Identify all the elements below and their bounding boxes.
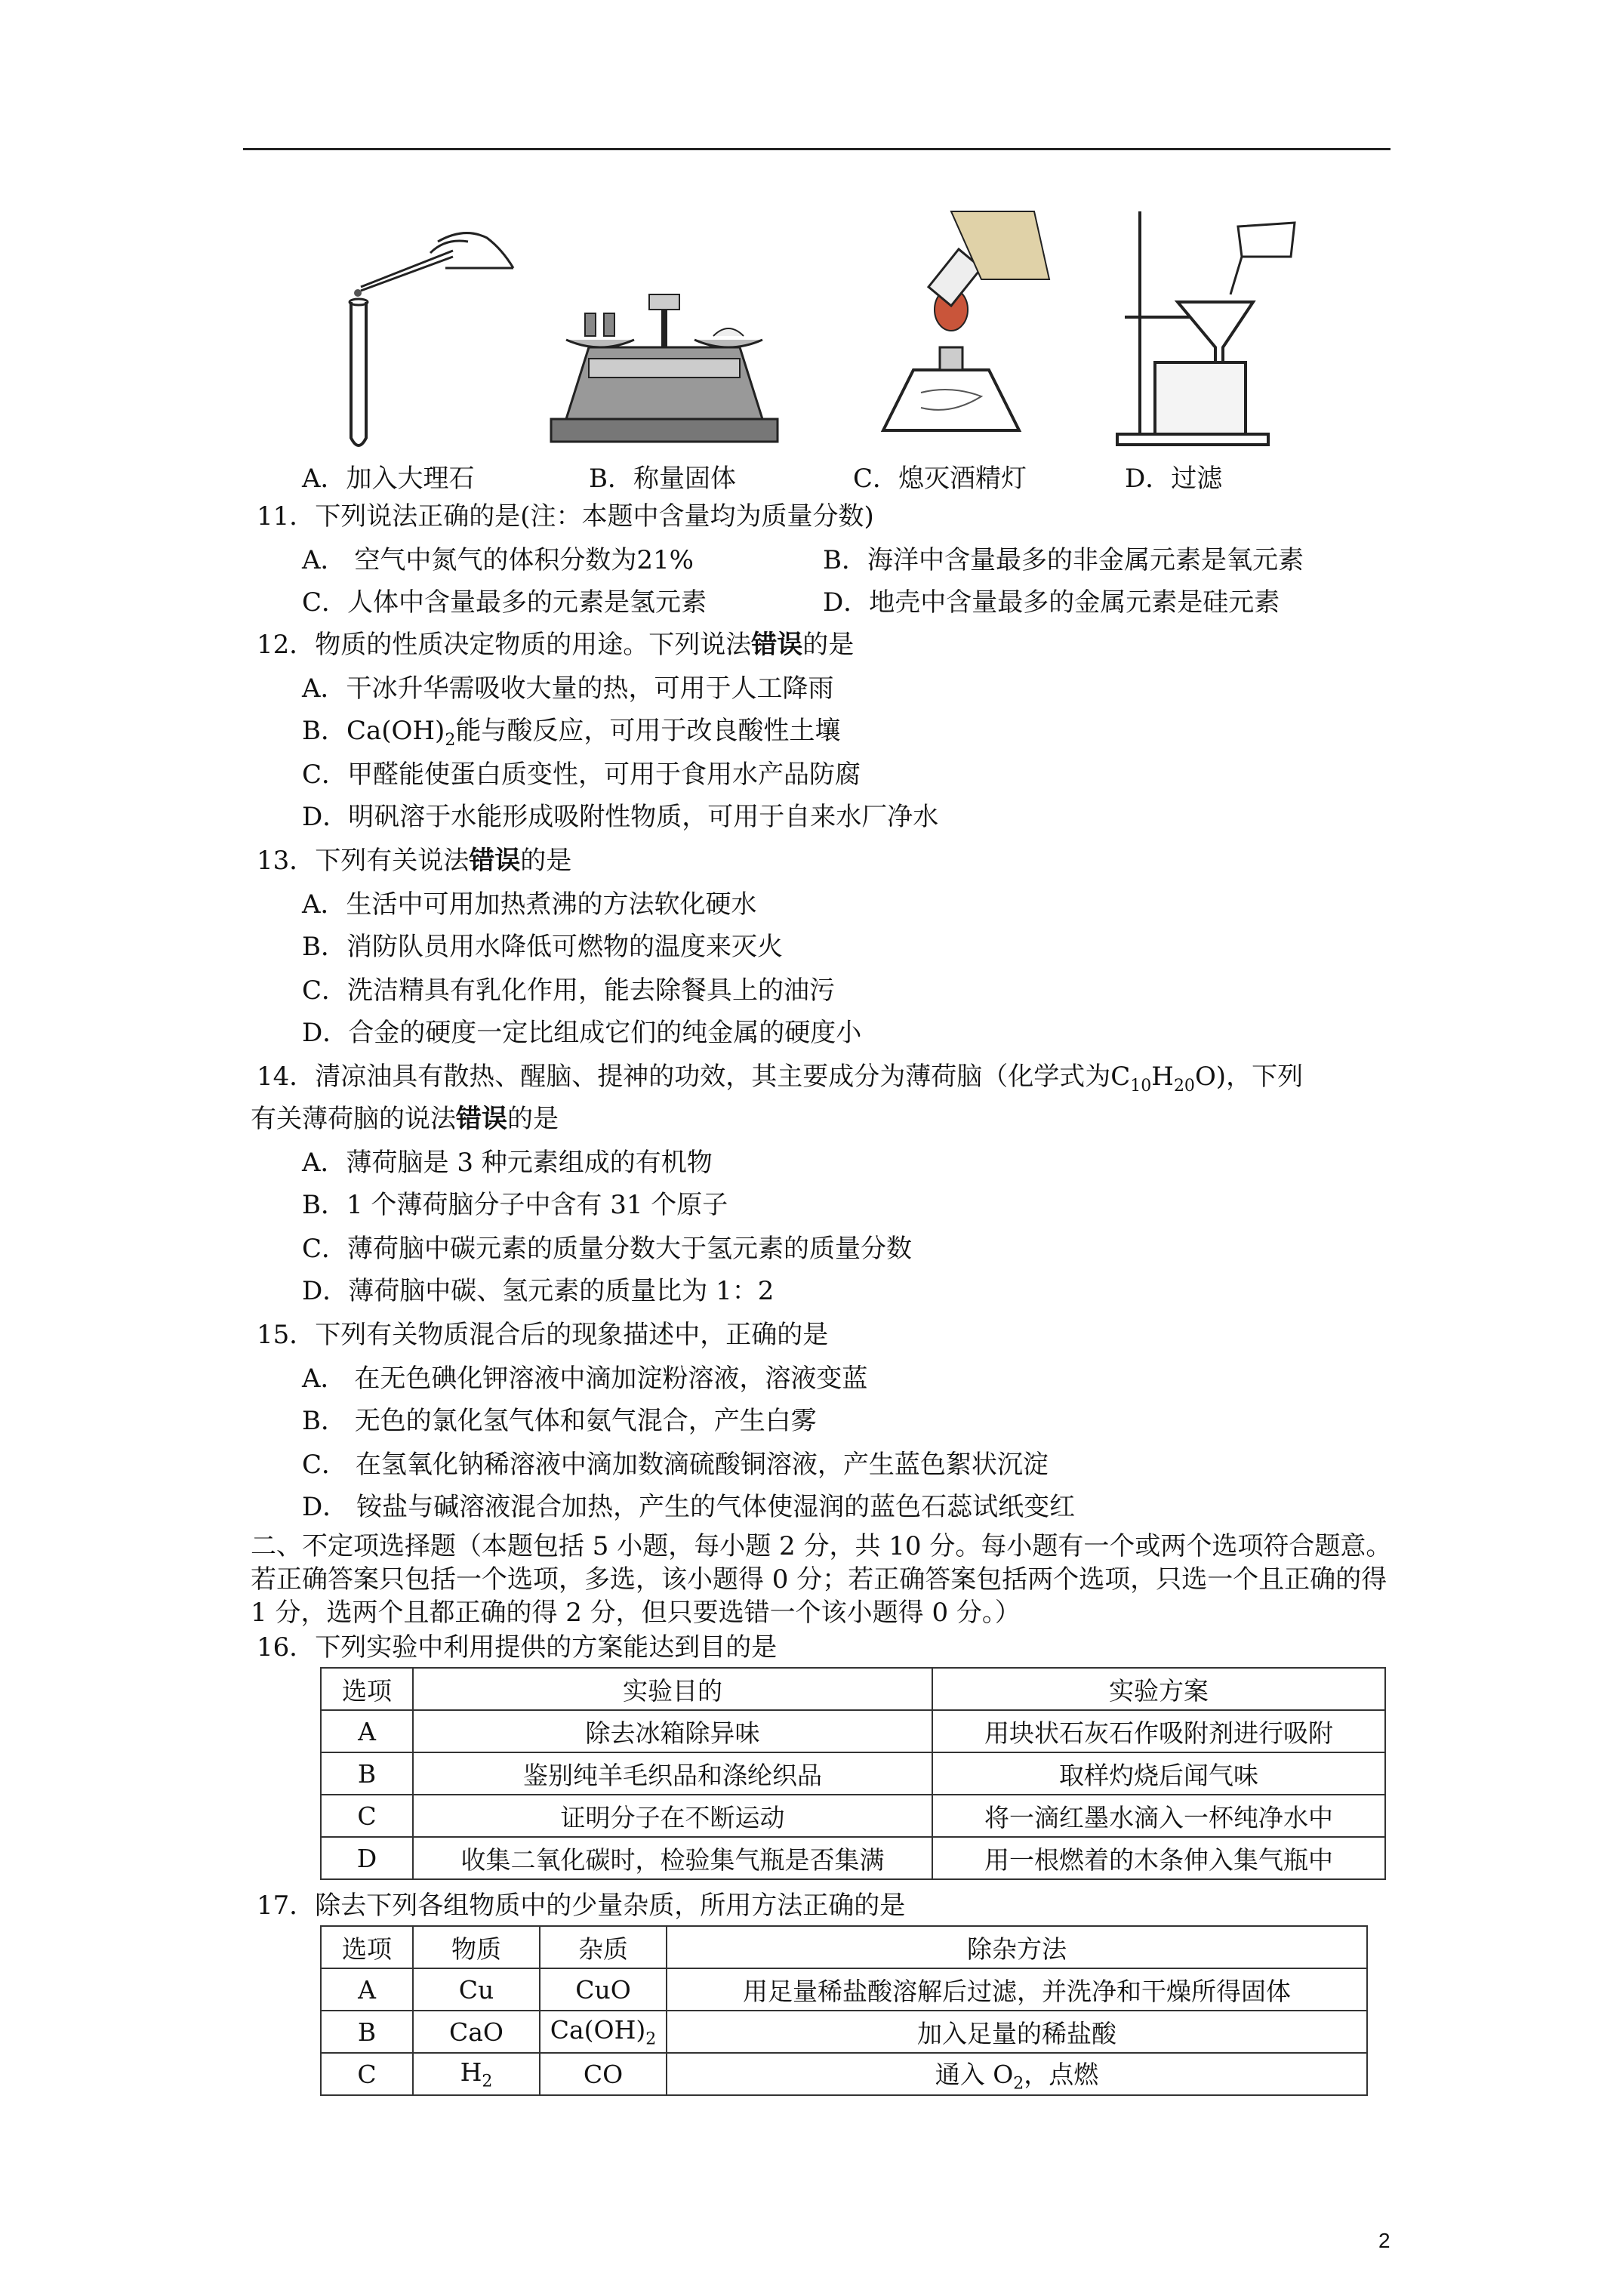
table-header-row <box>321 1668 1385 1710</box>
figure-row <box>325 196 1381 468</box>
table-cell: 取样灼烧后闻气味 <box>932 1752 1385 1795</box>
table-cell: Cu <box>413 1968 540 2011</box>
table-cell: 将一滴红墨水滴入一杯纯净水中 <box>932 1795 1385 1837</box>
q11-stem: 11．下列说法正确的是(注：本题中含量均为质量分数) <box>257 501 874 532</box>
table-cell: 证明分子在不断运动 <box>413 1795 932 1837</box>
table-row <box>321 1837 1385 1879</box>
table-cell: C <box>321 2053 413 2095</box>
caption-c: C．熄灭酒精灯 <box>853 464 1027 494</box>
table-header: 物质 <box>413 1926 540 1968</box>
table-cell: D <box>321 1837 413 1879</box>
table-header: 实验目的 <box>413 1668 932 1710</box>
table-row <box>321 1795 1385 1837</box>
q14-option-b: B．1 个薄荷脑分子中含有 31 个原子 <box>302 1190 728 1220</box>
q11-option-b: B．海洋中含量最多的非金属元素是氧元素 <box>823 545 1304 575</box>
table-cell: C <box>321 1795 413 1837</box>
q15-option-a: A． 在无色碘化钾溶液中滴加淀粉溶液，溶液变蓝 <box>302 1364 868 1394</box>
q16-stem: 16．下列实验中利用提供的方案能达到目的是 <box>257 1632 778 1663</box>
table-cell: A <box>321 1968 413 2011</box>
q11-option-a: A． 空气中氮气的体积分数为21% <box>302 545 694 575</box>
table-cell: $H_2$ <box>413 2053 540 2095</box>
q12-option-b: B．$Ca(OH)_2$能与酸反应，可用于改良酸性土壤 <box>302 716 841 750</box>
q12-option-c: C．甲醛能使蛋白质变性，可用于食用水产品防腐 <box>302 760 861 790</box>
table-row <box>321 1752 1385 1795</box>
q14-stem-line1: 14．清凉油具有散热、醒脑、提神的功效，其主要成分为薄荷脑（化学式为$C_{10}H_{20}O$)，下列 <box>257 1062 1304 1096</box>
table-header: 除杂方法 <box>667 1926 1367 1968</box>
page-number: 2 <box>1378 2229 1390 2252</box>
caption-d: D．过滤 <box>1125 464 1223 494</box>
q15-option-d: D． 铵盐与碱溶液混合加热，产生的气体使湿润的蓝色石蕊试纸变红 <box>302 1492 1076 1522</box>
alcohol-lamp-figure <box>868 196 1064 461</box>
q12-option-a: A．干冰升华需吸收大量的热，可用于人工降雨 <box>302 673 834 704</box>
table-header: 杂质 <box>540 1926 667 1968</box>
table-cell: 加入足量的稀盐酸 <box>667 2011 1367 2053</box>
table-row <box>321 1968 1367 2011</box>
table-cell: CaO <box>413 2011 540 2053</box>
q15-option-c: C． 在氢氧化钠稀溶液中滴加数滴硫酸铜溶液，产生蓝色絮状沉淀 <box>302 1450 1049 1480</box>
table-cell: 除去冰箱除异味 <box>413 1710 932 1752</box>
q17-table <box>320 1925 1368 2096</box>
q15-stem: 15．下列有关物质混合后的现象描述中，正确的是 <box>257 1320 829 1350</box>
table-cell: B <box>321 2011 413 2053</box>
table-cell: CuO <box>540 1968 667 2011</box>
table-cell: 用足量稀盐酸溶解后过滤，并洗净和干燥所得固体 <box>667 1968 1367 2011</box>
table-header: 选项 <box>321 1668 413 1710</box>
table-header-row <box>321 1926 1367 1968</box>
table-row <box>321 2011 1367 2053</box>
table-cell: 收集二氧化碳时，检验集气瓶是否集满 <box>413 1837 932 1879</box>
q14-option-a: A．薄荷脑是 3 种元素组成的有机物 <box>302 1148 713 1178</box>
header-rule <box>243 148 1390 150</box>
table-cell: 通入 $O_2$，点燃 <box>667 2053 1367 2095</box>
q13-stem: 13．下列有关说法错误的是 <box>257 846 572 876</box>
table-cell: 鉴别纯羊毛织品和涤纶织品 <box>413 1752 932 1795</box>
q17-stem: 17．除去下列各组物质中的少量杂质，所用方法正确的是 <box>257 1891 906 1921</box>
q12-option-d: D．明矾溶于水能形成吸附性物质，可用于自来水厂净水 <box>302 802 939 832</box>
filtration-figure <box>1110 196 1359 461</box>
table-cell: B <box>321 1752 413 1795</box>
q14-option-c: C．薄荷脑中碳元素的质量分数大于氢元素的质量分数 <box>302 1234 913 1264</box>
q13-option-a: A．生活中可用加热煮沸的方法软化硬水 <box>302 889 757 920</box>
table-row <box>321 2053 1367 2095</box>
table-cell: 用块状石灰石作吸附剂进行吸附 <box>932 1710 1385 1752</box>
table-header: 选项 <box>321 1926 413 1968</box>
test-tube-tweezers-figure <box>325 196 521 461</box>
caption-b: B．称量固体 <box>589 464 736 494</box>
q13-option-b: B．消防队员用水降低可燃物的温度来灭火 <box>302 932 783 962</box>
table-cell: $Ca(OH)_2$ <box>540 2011 667 2053</box>
q11-option-d: D．地壳中含量最多的金属元素是硅元素 <box>823 587 1280 618</box>
table-cell: CO <box>540 2053 667 2095</box>
caption-a: A．加入大理石 <box>302 464 475 494</box>
q14-option-d: D．薄荷脑中碳、氢元素的质量比为 1：2 <box>302 1276 775 1306</box>
table-cell: A <box>321 1710 413 1752</box>
section2-instructions: 二、不定项选择题（本题包括 5 小题，每小题 2 分，共 10 分。每小题有一个或两个选项符合题意。若正确答案只包括一个选项，多选，该小题得 0 分；若正确答案包括两个选项，只选一个且正确的得 1 分，选两个且都正确的得 2 分，但只要选错一个该小题得 0 分。） <box>251 1531 1392 1628</box>
q13-option-c: C．洗洁精具有乳化作用，能去除餐具上的油污 <box>302 975 836 1006</box>
table-row <box>321 1710 1385 1752</box>
q14-stem-line2: 有关薄荷脑的说法错误的是 <box>251 1104 559 1134</box>
q16-table <box>320 1667 1386 1880</box>
table-header: 实验方案 <box>932 1668 1385 1710</box>
q15-option-b: B． 无色的氯化氢气体和氨气混合，产生白雾 <box>302 1406 817 1436</box>
q13-option-d: D．合金的硬度一定比组成它们的纯金属的硬度小 <box>302 1018 862 1048</box>
q11-option-c: C．人体中含量最多的元素是氢元素 <box>302 587 707 618</box>
q12-stem: 12．物质的性质决定物质的用途。下列说法错误的是 <box>257 630 855 660</box>
balance-figure <box>544 196 793 461</box>
table-cell: 用一根燃着的木条伸入集气瓶中 <box>932 1837 1385 1879</box>
